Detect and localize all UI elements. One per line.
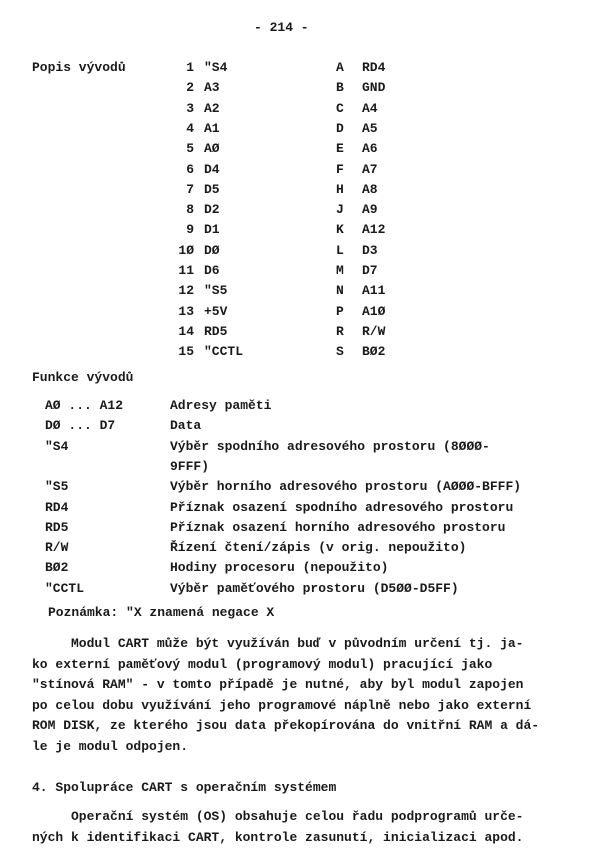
- pin-signal: D6: [204, 263, 220, 278]
- pin-number: 2: [186, 80, 194, 96]
- pin-letter: B: [336, 80, 344, 96]
- pin-letter: M: [336, 263, 344, 278]
- function-signal: "CCTL: [45, 580, 85, 596]
- pin-signal: "S4: [204, 60, 228, 75]
- function-description: 9FFF): [170, 458, 210, 474]
- function-signal: AØ ... A12: [45, 398, 124, 413]
- paragraph-line: po celou dobu využívání jeho programové náplně nebo jako externí: [32, 697, 532, 713]
- paragraph-line: ROM DISK, ze kterého jsou data překopírována do vnitřní RAM a dá-: [32, 718, 540, 734]
- pin-signal: RD5: [204, 323, 228, 339]
- function-signal: RD5: [45, 519, 69, 535]
- pin-letter-signal: A9: [362, 202, 378, 218]
- pin-number: 3: [186, 100, 194, 116]
- function-description: Řízení čtení/zápis (v orig. nepoužito): [170, 540, 467, 556]
- function-signal: RD4: [45, 499, 69, 515]
- pin-letter: C: [336, 100, 344, 116]
- pin-letter-signal: D7: [362, 263, 378, 278]
- paragraph-line: le je modul odpojen.: [32, 739, 189, 754]
- function-description: Data: [170, 418, 202, 434]
- pin-letter: K: [336, 222, 344, 238]
- pin-letter: P: [336, 303, 344, 319]
- function-description: Příznak osazení spodního adresového prostoru: [170, 499, 514, 515]
- pin-letter-signal: A8: [362, 181, 378, 197]
- pin-number: 7: [186, 181, 194, 197]
- pin-letter-signal: A4: [362, 100, 378, 116]
- pin-signal: D4: [204, 161, 220, 177]
- pin-letter-signal: A5: [362, 120, 378, 136]
- pin-number: 8: [186, 202, 194, 218]
- pin-letter-signal: R/W: [362, 323, 386, 339]
- function-signal: R/W: [45, 540, 69, 556]
- pin-signal: A2: [204, 100, 220, 116]
- pin-letter-signal: A1Ø: [362, 303, 386, 319]
- pin-signal: +5V: [204, 303, 228, 319]
- pin-signal: "CCTL: [204, 344, 244, 360]
- pin-number: 1: [186, 60, 194, 75]
- function-signal: "S4: [45, 438, 69, 454]
- pin-letter: N: [336, 283, 344, 299]
- pin-number: 15: [178, 344, 194, 360]
- paragraph-line: ných k identifikaci CART, kontrole zasunutí, inicializaci apod.: [32, 830, 524, 845]
- pin-number: 14: [178, 323, 194, 339]
- function-signal: BØ2: [45, 560, 69, 576]
- note: Poznámka: "X znamená negace X: [48, 605, 275, 620]
- pin-letter-signal: A11: [362, 283, 386, 299]
- pin-signal: A1: [204, 120, 220, 136]
- function-description: Příznak osazení horního adresového prostoru: [170, 519, 506, 535]
- pin-letter-signal: BØ2: [362, 344, 386, 360]
- function-signal: "S5: [45, 479, 69, 495]
- paragraph-line: Operační systém (OS) obsahuje celou řadu podprogramů urče-: [32, 809, 524, 824]
- pin-signal: AØ: [204, 141, 220, 157]
- pin-signal: DØ: [204, 242, 220, 258]
- paragraph-line: Modul CART může být využíván buď v původním určení tj. ja-: [32, 636, 524, 651]
- pin-letter-signal: RD4: [362, 60, 386, 75]
- function-signal: DØ ... D7: [45, 418, 116, 434]
- pin-letter: F: [336, 161, 344, 177]
- pin-signal: D2: [204, 202, 220, 218]
- pin-number: 9: [186, 222, 194, 238]
- pin-number: 12: [178, 283, 194, 299]
- pin-letter: E: [336, 141, 344, 157]
- function-description: Hodiny procesoru (nepoužito): [170, 560, 389, 576]
- pin-letter-signal: GND: [362, 80, 386, 96]
- pin-letter: J: [336, 202, 344, 218]
- pin-number: 1Ø: [178, 242, 194, 258]
- function-description: Adresy paměti: [170, 398, 272, 413]
- functions-heading: Funkce vývodů: [32, 370, 134, 385]
- pin-signal: A3: [204, 80, 220, 96]
- pin-number: 13: [178, 303, 194, 319]
- function-description: Výběr horního adresového prostoru (AØØØ-BFFF): [170, 479, 522, 495]
- pin-letter: R: [336, 323, 344, 339]
- pin-letter-signal: A12: [362, 222, 386, 238]
- pin-letter: L: [336, 242, 344, 258]
- pin-signal: D1: [204, 222, 220, 238]
- section-heading: 4. Spolupráce CART s operačním systémem: [32, 780, 337, 795]
- pin-letter-signal: A6: [362, 141, 378, 157]
- pin-signal: "S5: [204, 283, 228, 299]
- pin-letter: H: [336, 181, 344, 197]
- paragraph-line: ko externí paměťový modul (programový modul) pracující jako: [32, 656, 493, 672]
- page-number: - 214 -: [254, 20, 309, 35]
- pin-signal: D5: [204, 181, 220, 197]
- pin-letter: S: [336, 344, 344, 360]
- pinout-heading: Popis vývodů: [32, 60, 126, 75]
- pin-number: 5: [186, 141, 194, 157]
- pin-letter: A: [336, 60, 344, 75]
- function-description: Výběr paměťového prostoru (D5ØØ-D5FF): [170, 580, 459, 596]
- pin-letter: D: [336, 120, 344, 136]
- pin-number: 4: [186, 120, 194, 136]
- pin-letter-signal: A7: [362, 161, 378, 177]
- pin-number: 6: [186, 161, 194, 177]
- pin-letter-signal: D3: [362, 242, 378, 258]
- function-description: Výběr spodního adresového prostoru (8ØØØ-: [170, 438, 490, 454]
- pin-number: 11: [178, 263, 194, 278]
- paragraph-line: "stínová RAM" - v tomto případě je nutné, aby byl modul zapojen: [32, 677, 524, 693]
